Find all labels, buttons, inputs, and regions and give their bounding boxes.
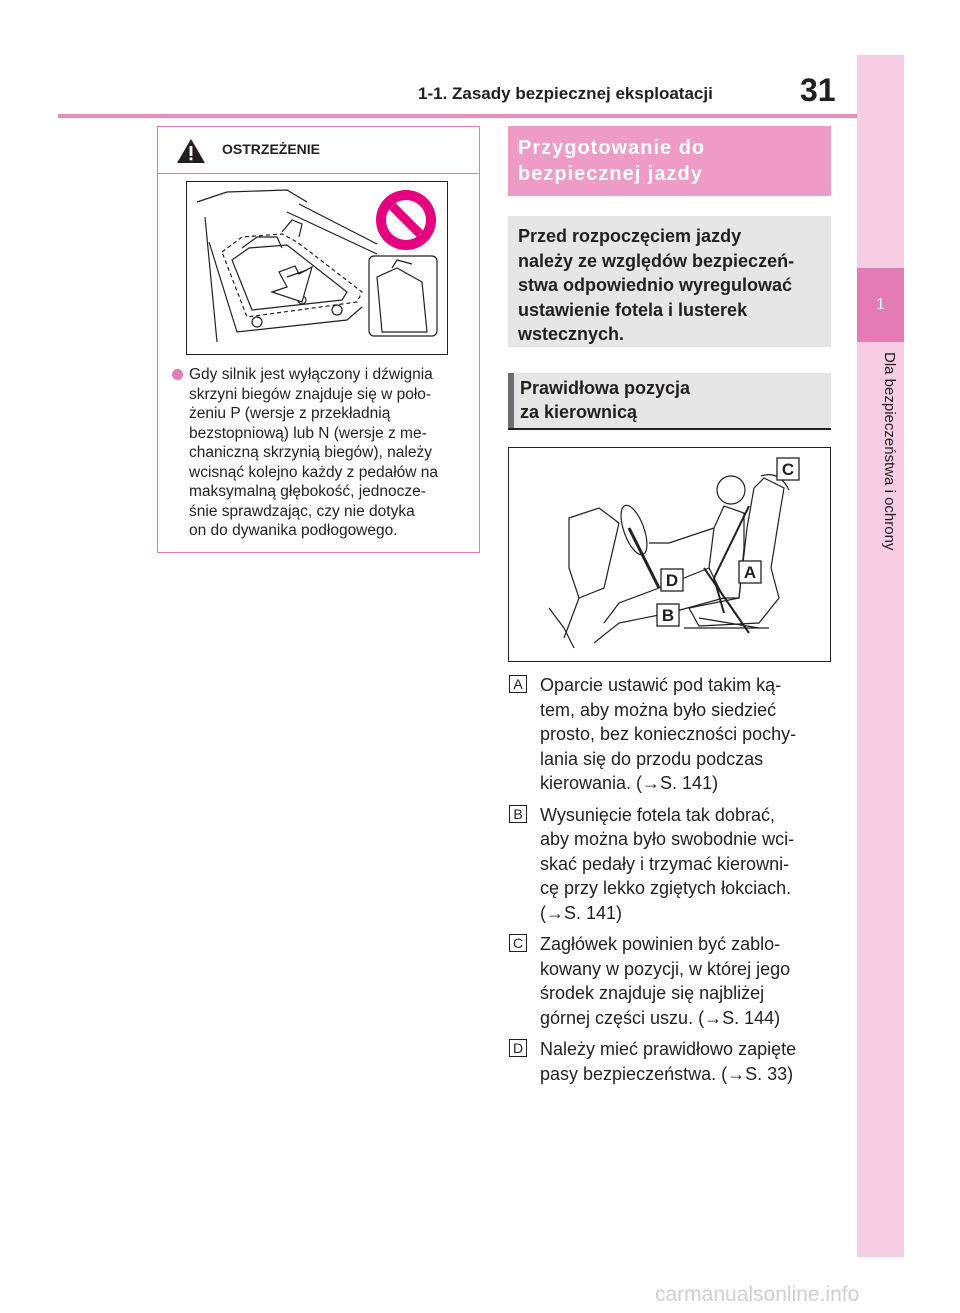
intro-line-4: ustawienie fotela i lusterek (518, 299, 748, 320)
warning-header (158, 127, 479, 174)
item-b-line-4: cę przy lekko zgiętych łokciach. (540, 878, 792, 898)
section-heading (508, 126, 831, 196)
warning-line-3: żeniu P (wersje z przekładnią (189, 405, 391, 422)
warning-triangle-icon (176, 138, 206, 164)
watermark-url: carmanualsonline.info (655, 1283, 860, 1306)
list-item (508, 803, 838, 926)
prohibited-icon (376, 190, 436, 250)
callout-a: A (743, 563, 757, 582)
warning-text (174, 365, 480, 541)
section-heading-line-2: bezpiecznej jazdy (518, 163, 703, 185)
subsection-heading-line-1: Prawidłowa pozycja (520, 378, 691, 398)
side-tab-bar (857, 55, 904, 1257)
callout-d: D (665, 571, 679, 590)
callout-c: C (781, 460, 795, 479)
item-b-line-3: skać pedały i trzymać kierowni- (540, 853, 790, 874)
intro-line-2: należy ze względów bezpieczeń- (518, 250, 795, 271)
item-b-line-1: Wysunięcie fotela tak dobrać, (540, 804, 775, 825)
warning-title: OSTRZEŻENIE (222, 141, 321, 157)
warning-line-1: Gdy silnik jest wyłączony i dźwignia (189, 366, 433, 383)
bullet-icon (172, 369, 183, 380)
warning-line-4: bezstopniową) lub N (wersje z me- (189, 424, 427, 442)
item-c-line-3: środek znajduje się najbliżej (540, 983, 765, 1003)
list-item (508, 932, 838, 1030)
warning-line-9: on do dywanika podłogowego. (189, 522, 398, 539)
subsection-heading-line-2: za kierownicą (520, 401, 638, 422)
warning-line-5: chaniczną skrzynią biegów), należy (189, 444, 432, 461)
item-label-a: A (509, 675, 527, 693)
intro-box (508, 216, 831, 347)
section-title: 1-1. Zasady bezpiecznej eksploatacji (418, 84, 713, 103)
driving-position-figure (508, 447, 831, 662)
item-c-line-4: górnej części uszu. (→S. 144) (540, 1007, 781, 1028)
item-c-line-1: Zagłówek powinien być zablo- (540, 934, 781, 954)
item-label-c: C (509, 934, 527, 952)
item-c-line-2: kowany w pozycji, w której jego (540, 958, 791, 979)
item-d-line-1: Należy mieć prawidłowo zapięte (540, 1039, 797, 1059)
item-a-line-4: lania się do przodu podczas (540, 748, 764, 769)
item-label-b: B (509, 805, 527, 823)
item-label-d: D (509, 1039, 527, 1057)
subsection-heading (508, 373, 831, 430)
header-rule (58, 114, 858, 118)
item-a-line-2: tem, aby można było siedzieć (540, 699, 777, 720)
floor-mat-drawing (187, 182, 445, 352)
chapter-number: 1 (857, 268, 904, 342)
chapter-title: Dla bezpieczeństwa i ochrony (881, 352, 898, 551)
intro-line-3: stwa odpowiednio wyregulować (518, 275, 793, 295)
item-a-line-5: kierowania. (→S. 141) (540, 773, 719, 793)
intro-line-5: wstecznych. (518, 324, 625, 344)
intro-line-1: Przed rozpoczęciem jazdy (518, 226, 742, 246)
driver-seat-drawing (509, 448, 829, 660)
warning-box (157, 126, 480, 553)
warning-line-6: wcisnąć kolejno każdy z pedałów na (189, 463, 438, 481)
list-item (508, 673, 838, 796)
floor-mat-illustration (186, 181, 448, 355)
item-b-line-2: aby można było swobodnie wci- (540, 829, 795, 849)
item-a-line-3: prosto, bez konieczności pochy- (540, 724, 797, 744)
warning-line-8: śnie sprawdzając, czy nie dotyka (189, 502, 415, 520)
page-number: 31 (800, 72, 836, 108)
adjustment-list (508, 673, 838, 1093)
callout-b: B (661, 606, 675, 625)
item-b-line-5: (→S. 141) (540, 902, 623, 923)
section-heading-line-1: Przygotowanie do (518, 137, 706, 159)
warning-line-7: maksymalną głębokość, jednocze- (189, 483, 426, 500)
warning-line-2: skrzyni biegów znajduje się w poło- (189, 385, 432, 403)
subsection-accent-bar (508, 373, 514, 428)
list-item (508, 1037, 838, 1086)
item-d-line-2: pasy bezpieczeństwa. (→S. 33) (540, 1063, 794, 1084)
item-a-line-1: Oparcie ustawić pod takim ką- (540, 675, 782, 695)
